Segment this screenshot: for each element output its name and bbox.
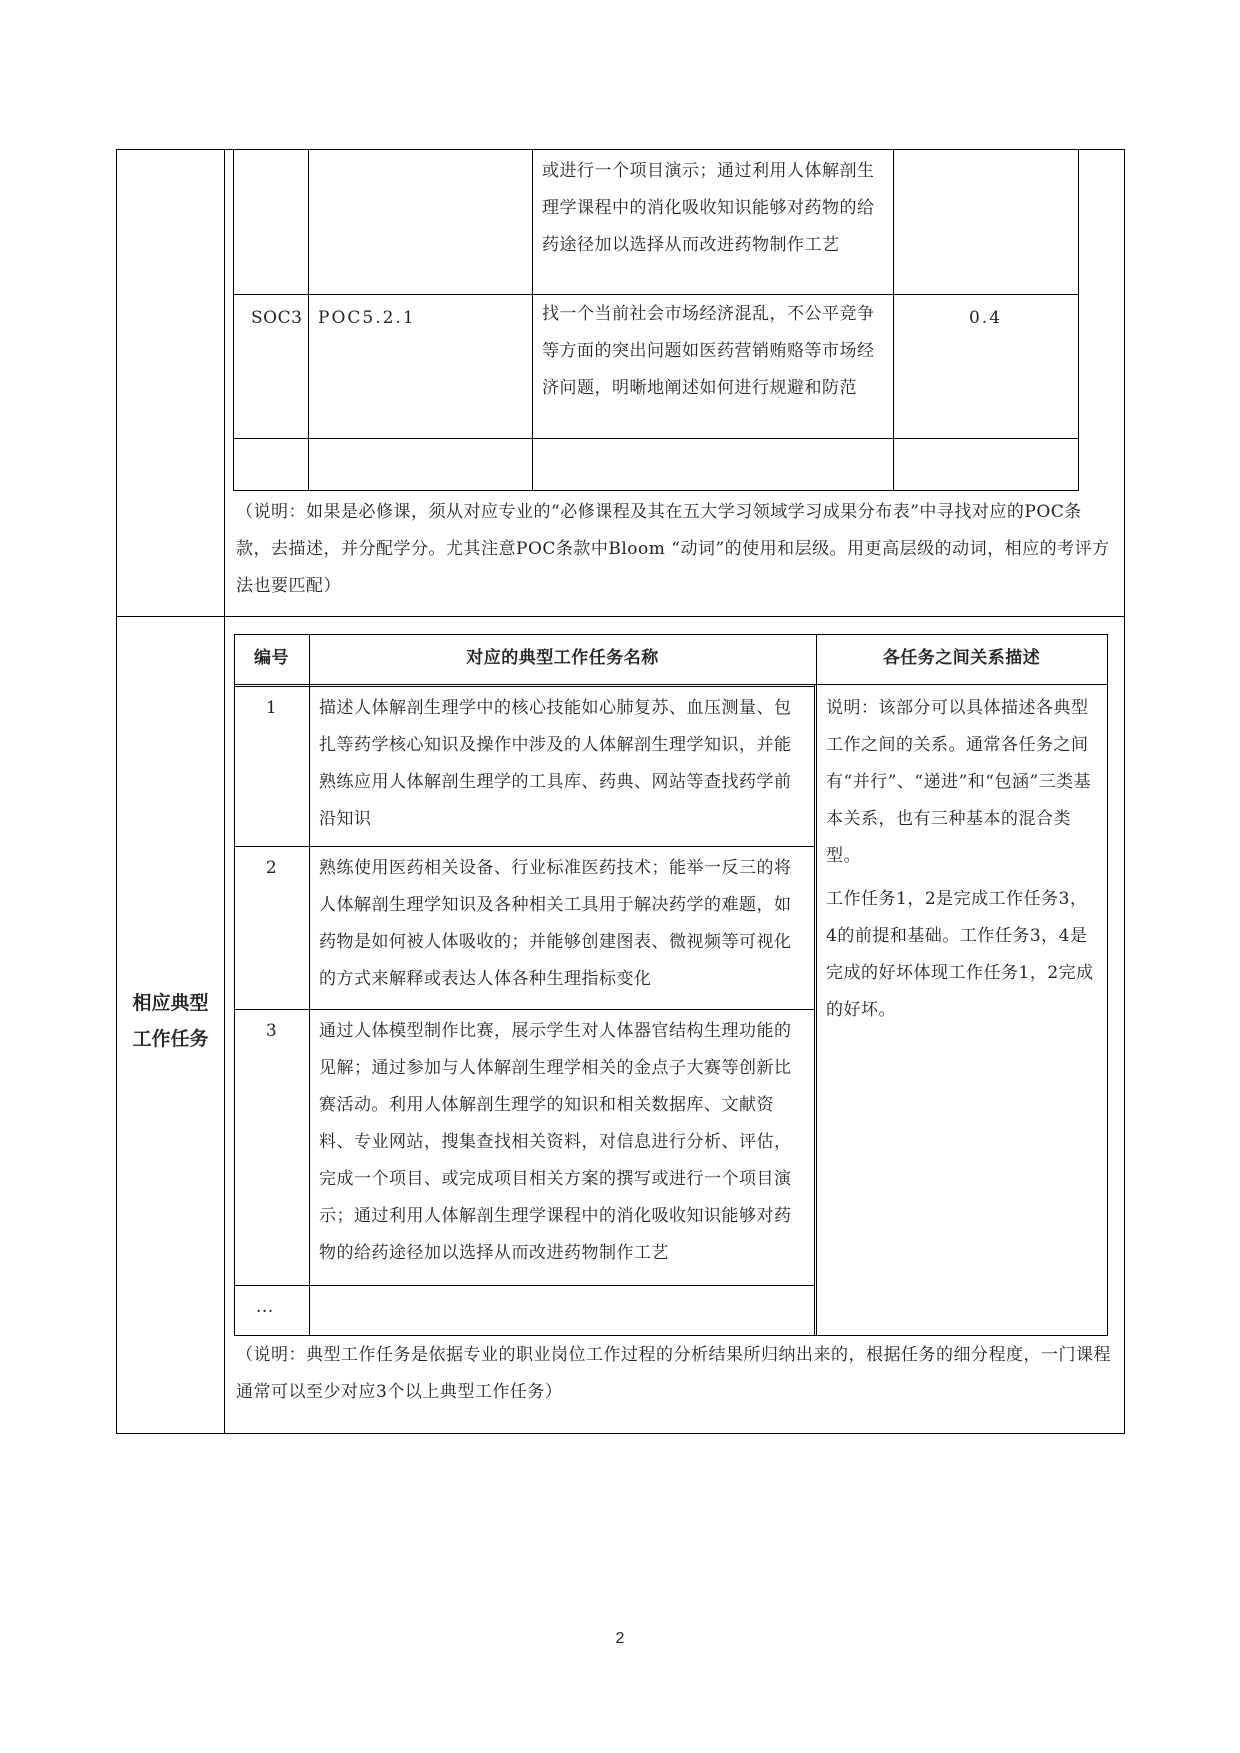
- header-relation-text: 各任务之间关系描述: [882, 648, 1041, 668]
- task-table-right: [1107, 634, 1108, 1336]
- task-row-4-num: [234, 1285, 309, 1335]
- poc-col-line-5: [1078, 149, 1079, 491]
- page-number-text: 2: [615, 1630, 625, 1647]
- task-row-2-num: [234, 846, 309, 1009]
- poc-row-line-3: [233, 490, 1079, 491]
- task-note-text: （说明：典型工作任务是依据专业的职业岗位工作过程的分析结果所归纳出来的，根据任务的细分程度，一门课程通常可以至少对应3个以上典型工作任务）: [236, 1345, 1111, 1402]
- poc-row-top-desc-text: 或进行一个项目演示；通过利用人体解剖生理学课程中的消化吸收知识能够对药物的给药途径加以选择从而改进药物制作工艺: [542, 161, 875, 255]
- poc-note-text: （说明：如果是必修课，须从对应专业的“必修课程及其在五大学习领域学习成果分布表”中寻找对应的POC条款，去描述，并分配学分。尤其注意POC条款中Bloom “动词”的使用和层级。用更高层级的动词，相应的考评方法也要匹配）: [236, 502, 1110, 596]
- task-row-2-name: [309, 846, 814, 1009]
- task-row-1-num: [234, 686, 309, 846]
- poc-row-soc3-credit-text: 0.4: [968, 308, 1003, 328]
- task-col-line-2b: [814, 684, 815, 1336]
- task-row-4-num-text: ...: [256, 1297, 274, 1317]
- side-label-line1: 相应典型: [132, 992, 209, 1014]
- outer-border-right: [1124, 149, 1125, 1434]
- relation-paragraph-2: 工作任务1，2是完成工作任务3，4的前提和基础。工作任务3，4是完成的好坏体现工作任务1，2完成的好坏。: [826, 889, 1094, 1020]
- side-label: [117, 985, 224, 1057]
- header-num: [234, 634, 309, 684]
- poc-row-soc3-poc-text: POC5.2.1: [318, 308, 416, 328]
- task-header-line: [234, 684, 1108, 685]
- poc-row-soc3-credit: [893, 294, 1078, 438]
- poc-row-top-desc: [532, 149, 893, 294]
- side-label-line2: 工作任务: [132, 1028, 209, 1050]
- page-number: [570, 1630, 670, 1648]
- task-row-1-name: [309, 686, 814, 846]
- poc-row-soc3-soc: [233, 294, 308, 438]
- poc-row-line-2: [233, 438, 1079, 439]
- outer-column-divider: [224, 149, 225, 1434]
- relation-paragraph-1: 说明：该部分可以具体描述各典型工作之间的关系。通常各任务之间有“并行”、“递进”和“包涵”三类基本关系，也有三种基本的混合类型。: [826, 698, 1092, 866]
- task-row-1-name-text: 描述人体解剖生理学中的核心技能如心肺复苏、血压测量、包扎等药学核心知识及操作中涉及的人体解剖生理学知识，并能熟练应用人体解剖生理学的工具库、药典、网站等查找药学前沿知识: [319, 698, 792, 829]
- task-row-1-num-text: 1: [265, 698, 278, 718]
- task-row-2-num-text: 2: [265, 858, 278, 878]
- header-num-text: 编号: [254, 648, 289, 668]
- relation-description: [816, 686, 1107, 1335]
- header-name-text: 对应的典型工作任务名称: [466, 648, 659, 668]
- task-table-bottom: [234, 1335, 1108, 1336]
- outer-border-bottom: [116, 1433, 1125, 1434]
- poc-note: [236, 494, 1116, 605]
- header-name: [309, 634, 816, 684]
- outer-border-left: [116, 149, 117, 1434]
- task-row-3-num: [234, 1009, 309, 1285]
- poc-row-soc3-desc: [532, 294, 893, 438]
- section-divider: [116, 616, 1125, 617]
- poc-row-soc3-desc-text: 找一个当前社会市场经济混乱，不公平竞争等方面的突出问题如医药营销贿赂等市场经济问题，明晰地阐述如何进行规避和防范: [542, 304, 875, 398]
- poc-row-soc3-soc-text: SOC3: [251, 308, 303, 328]
- header-relation: [816, 634, 1107, 684]
- task-row-3-name: [309, 1009, 814, 1285]
- task-row-3-num-text: 3: [265, 1021, 278, 1041]
- task-row-2-name-text: 熟练使用医药相关设备、行业标准医药技术；能举一反三的将人体解剖生理学知识及各种相关工具用于解决药学的难题，如药物是如何被人体吸收的；并能够创建图表、微视频等可视化的方式来解释或表达人体各种生理指标变化: [319, 858, 792, 989]
- task-row-4-name: [309, 1285, 814, 1335]
- task-row-3-name-text: 通过人体模型制作比赛，展示学生对人体器官结构生理功能的见解；通过参加与人体解剖生理学相关的金点子大赛等创新比赛活动。利用人体解剖生理学的知识和相关数据库、文献资料、专业网站，搜集查找相关资料，对信息进行分析、评估，完成一个项目、或完成项目相关方案的撰写或进行一个项目演示；通过利用人体解剖生理学课程中的消化吸收知识能够对药物的给药途径加以选择从而改进药物制作工艺: [319, 1021, 792, 1263]
- poc-row-soc3-poc: [308, 294, 532, 438]
- task-note: [236, 1337, 1116, 1411]
